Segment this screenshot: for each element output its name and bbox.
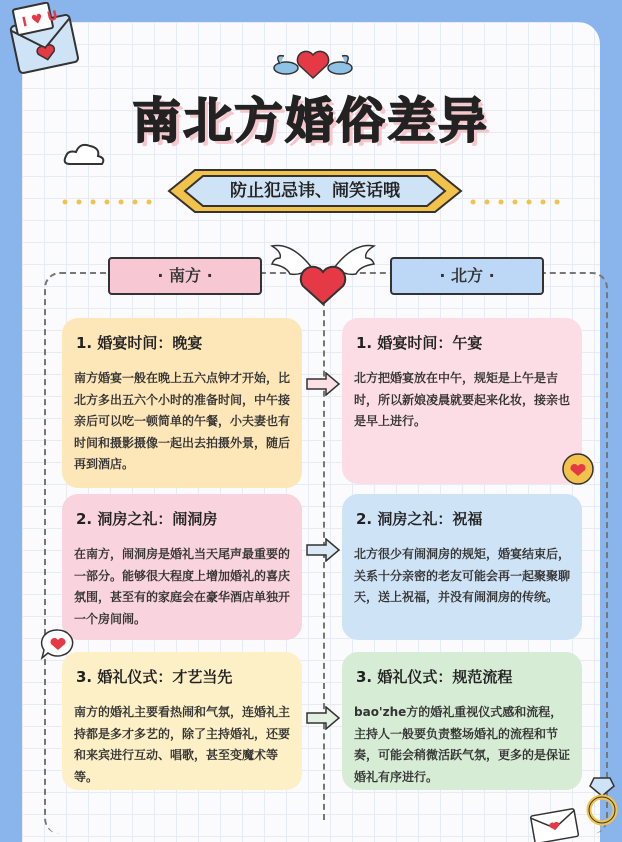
north-card-1 <box>342 318 582 484</box>
south-card-1 <box>62 318 302 488</box>
heart-bubble-icon <box>560 452 596 486</box>
cloud-icon <box>62 140 108 168</box>
card-title: 3. 婚礼仪式：才艺当先 <box>76 668 233 686</box>
card-title: 1. 婚宴时间：午宴 <box>356 334 483 352</box>
card-body: 南方婚宴一般在晚上五六点钟才开始，比北方多出五六个小时的准备时间，中午接亲后可以吃一顿简单的午餐，小夫妻也有时间和摄影摄像一起出去拍摄外景，随后再到酒店。 <box>74 371 291 471</box>
heart-bubble-icon <box>40 628 76 660</box>
dotted-line-left <box>62 199 162 205</box>
heart-birds-icon <box>270 40 356 82</box>
stamp-text: I ♥ U <box>20 8 60 31</box>
south-card-2 <box>62 494 302 640</box>
card-body: 北方很少有闹洞房的规矩，婚宴结束后，关系十分亲密的老友可能会再一起聚聚聊天，送上祝福，并没有闹洞房的传统。 <box>354 547 571 604</box>
love-letter-icon <box>528 804 582 842</box>
south-column-label: · 南方 · <box>108 257 262 295</box>
card-title: 1. 婚宴时间：晚宴 <box>76 334 203 352</box>
card-body: 北方把婚宴放在中午，规矩是上午是吉时，所以新娘凌晨就要起来化妆，接亲也是早上进行。 <box>354 371 571 428</box>
card-body: 在南方，闹洞房是婚礼当天尾声最重要的一部分。能够很大程度上增加婚礼的喜庆氛围，甚至有的家庭会在豪华酒店单独开一个房间闹。 <box>74 547 291 626</box>
card-title: 2. 洞房之礼：闹洞房 <box>76 510 218 528</box>
arrow-right-icon <box>306 372 340 396</box>
ring-icon <box>584 772 620 826</box>
card-title: 3. 婚礼仪式：规范流程 <box>356 668 513 686</box>
page-title: 南北方婚俗差异 <box>132 93 490 149</box>
card-title: 2. 洞房之礼：祝福 <box>356 510 483 528</box>
north-column-label: · 北方 · <box>390 257 544 295</box>
arrow-right-icon <box>306 706 340 730</box>
card-body: bao'zhe方的婚礼重视仪式感和流程，主持人一般要负责整场婚礼的流程和节奏，可能会稍微活跃气氛，更多的是保证婚礼有序进行。 <box>354 705 571 784</box>
winged-heart-icon <box>268 240 378 310</box>
card-body: 南方的婚礼主要看热闹和气氛，连婚礼主持都是多才多艺的，除了主持婚礼，还要和来宾进行互动、唱歌，甚至变魔术等等。 <box>74 705 291 784</box>
arrow-right-icon <box>306 538 340 562</box>
dotted-line-right <box>470 199 570 205</box>
north-card-2 <box>342 494 582 640</box>
north-card-3 <box>342 652 582 790</box>
subtitle: 防止犯忌讳、闹笑话哦 <box>230 181 400 201</box>
south-card-3 <box>62 652 302 790</box>
